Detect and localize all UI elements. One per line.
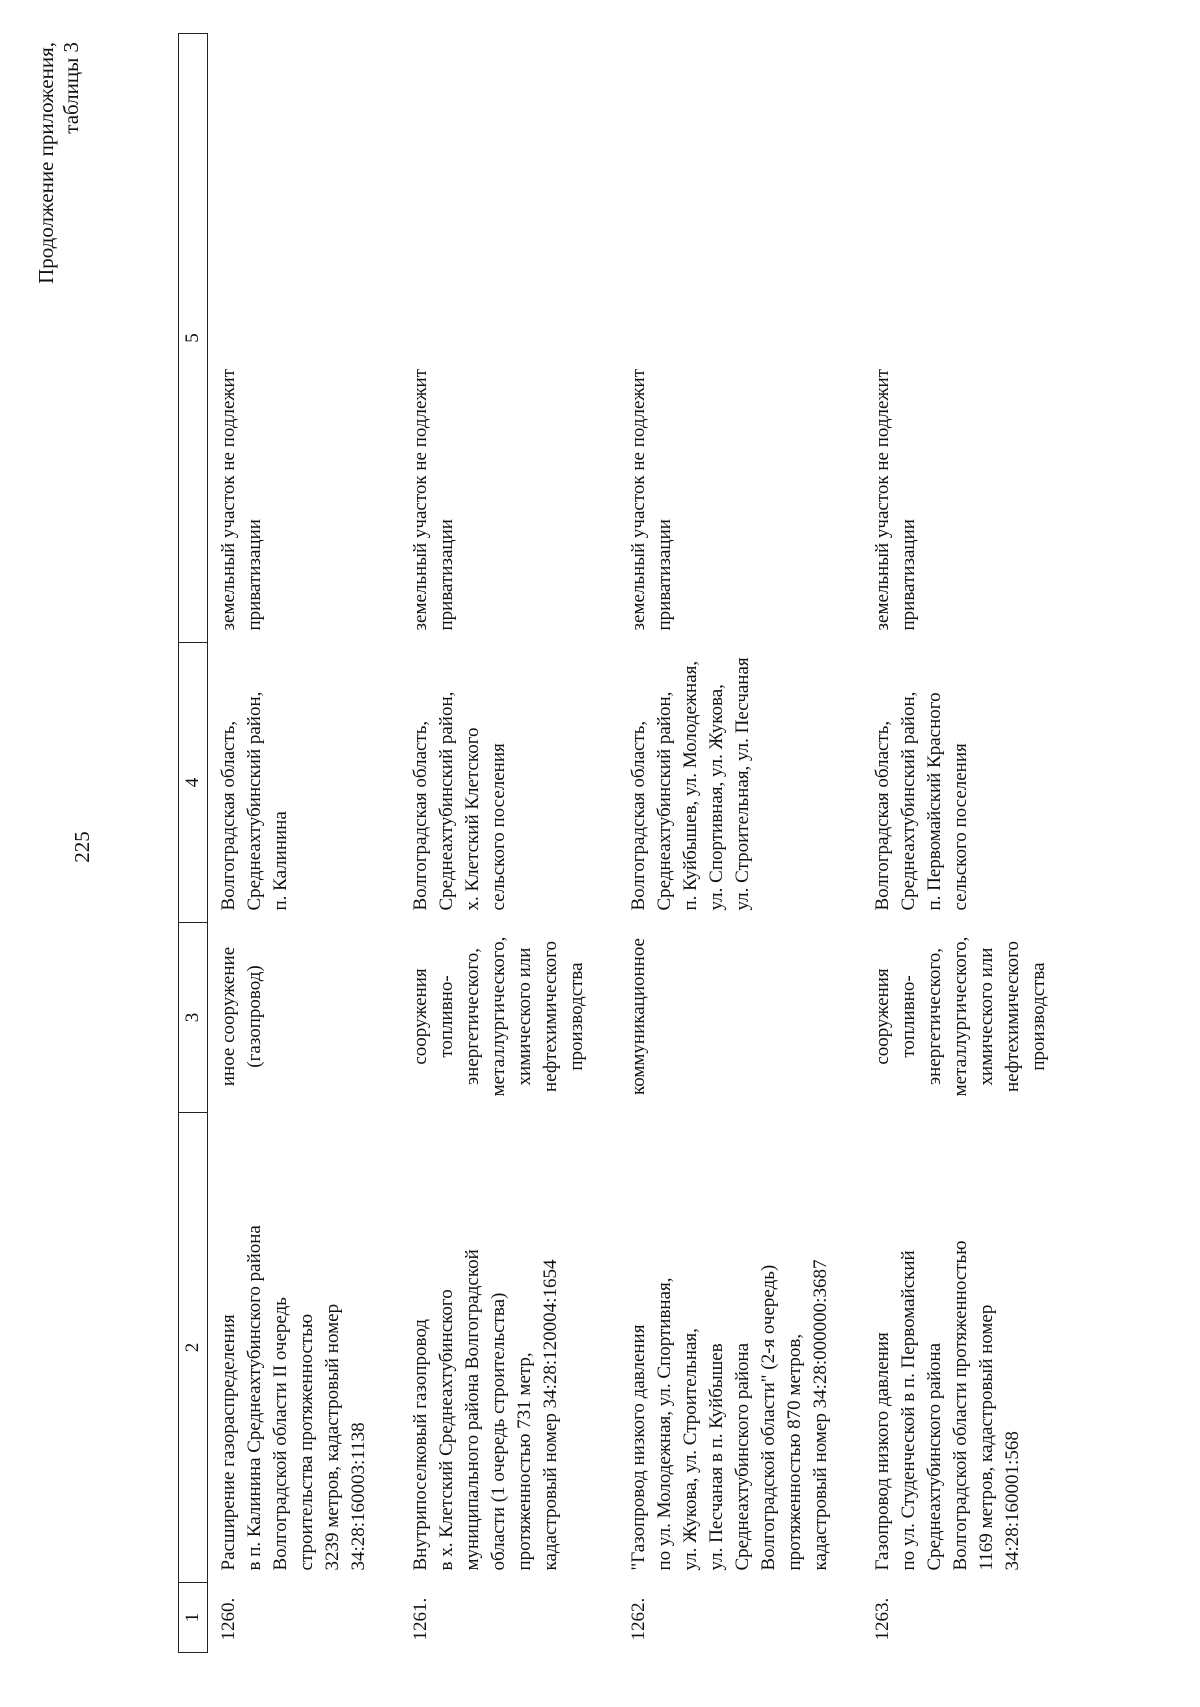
table-row	[618, 34, 862, 1653]
continuation-line-1: Продолжение приложения,	[34, 42, 58, 284]
object-address: Волгоградская область, Среднеахтубинский район, п. Первомайский Красного сельского поселения	[872, 691, 971, 911]
object-name: Газопровод низкого давления по ул. Студенческой в п. Первомайский Среднеахтубинского района Волгоградской области протяженностью 1169 метров, кадастровый номер 34:28:160001:568	[872, 1240, 1023, 1571]
land-note: земельный участок не подлежит приватизации	[410, 368, 457, 631]
row-number: 1262.	[628, 1597, 649, 1641]
object-name: "Газопровод низкого давления по ул. Молодежная, ул. Спортивная, ул. Жукова, ул. Строительная, ул. Песчаная в п. Куйбышев Среднеахтубинского района Волгоградской области" (2-я очередь) протяженностью 870 метров, кадастровый номер 34:28:000000:3687	[628, 1259, 831, 1571]
land-note: земельный участок не подлежит приватизации	[218, 368, 265, 631]
table-row	[862, 34, 1080, 1653]
row-number: 1263.	[872, 1597, 893, 1641]
col-header-2: 2	[179, 1113, 208, 1583]
land-note: земельный участок не подлежит приватизации	[872, 368, 919, 631]
table-row	[400, 34, 618, 1653]
registry-table	[178, 33, 1080, 1653]
object-address: Волгоградская область, Среднеахтубинский район, п. Куйбышев, ул. Молодежная, ул. Спортивная, ул. Жукова, ул. Строительная, ул. Песчаная	[628, 657, 753, 911]
object-type: коммуникационное	[628, 938, 649, 1096]
row-number: 1261.	[410, 1597, 431, 1641]
header-row	[179, 34, 208, 1653]
object-name: Внутрипоселковый газопровод в х. Клетский Среднеахтубинского муниципального района Волгоградской области (1 очередь строительства) протяженностью 731 метр, кадастровый номер 34:28:120004:1654	[410, 1249, 561, 1571]
object-type: иное сооружение (газопровод)	[218, 946, 265, 1087]
object-name: Расширение газораспределения в п. Калинина Среднеахтубинского района Волгоградской области II очередь строительства протяженностью 3239 метров, кадастровый номер 34:28:160003:1138	[218, 1225, 369, 1571]
continuation-line-2: таблицы 3	[59, 42, 83, 134]
row-number: 1260.	[218, 1597, 239, 1641]
land-note: земельный участок не подлежит приватизации	[628, 368, 675, 631]
col-header-3: 3	[179, 923, 208, 1113]
page-number: 225	[70, 831, 94, 863]
object-address: Волгоградская область, Среднеахтубинский район, п. Калинина	[218, 691, 291, 911]
object-address: Волгоградская область, Среднеахтубинский район, х. Клетский Клетского сельского поселения	[410, 691, 509, 911]
col-header-4: 4	[179, 643, 208, 923]
object-type: сооружения топливно- энергетического, металлургического, химического или нефтехимического производства	[410, 936, 587, 1097]
object-type: сооружения топливно- энергетического, металлургического, химического или нефтехимического производства	[872, 936, 1049, 1097]
col-header-1: 1	[179, 1583, 208, 1653]
table-row	[208, 34, 401, 1653]
continuation-caption	[34, 42, 84, 284]
col-header-5: 5	[179, 34, 208, 643]
